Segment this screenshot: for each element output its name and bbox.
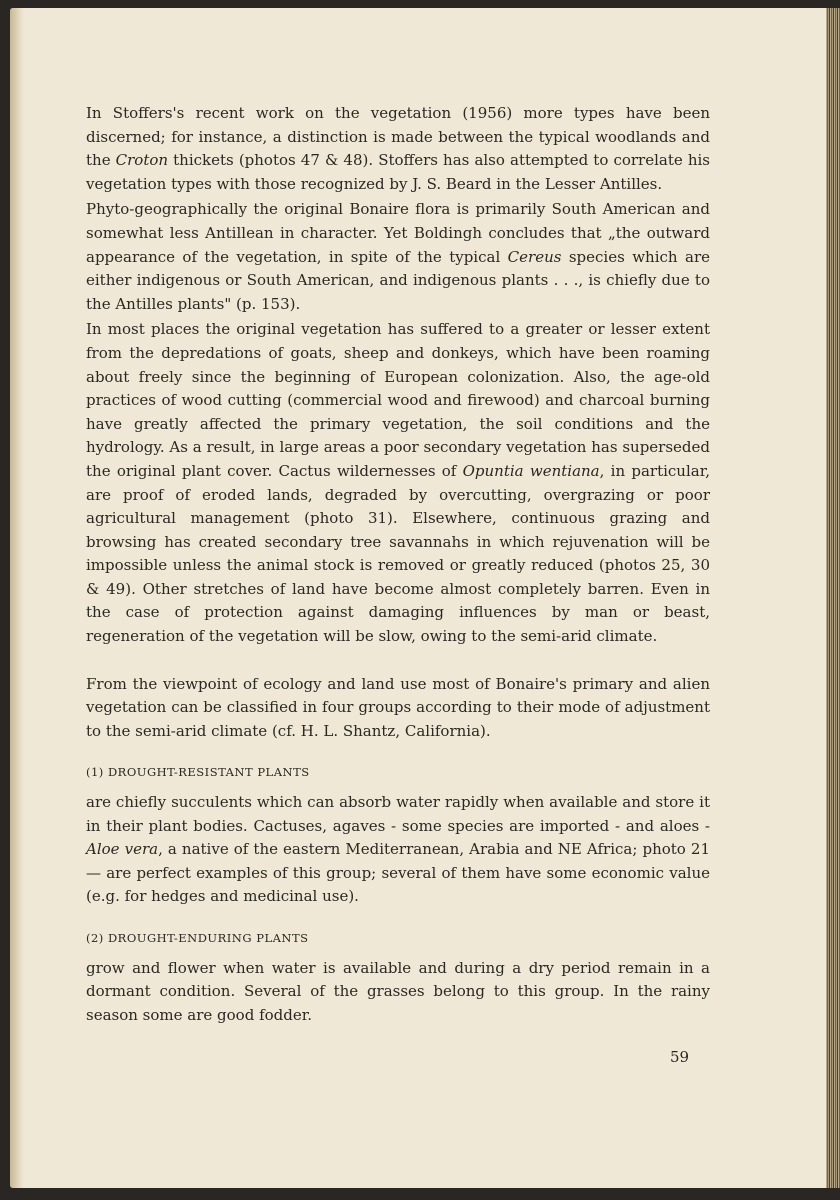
italic-taxon: Aloe vera	[86, 840, 159, 859]
italic-taxon: Croton	[115, 151, 169, 170]
body-text	[86, 102, 710, 1027]
paragraph-phytogeography	[86, 198, 710, 316]
text-run: Phyto-geographically the original Bonaire flora is primarily South American and somewhat less Antillean in character. Yet Boldingh concludes that „the outward appearance of the vegetation, in spite of the typical	[86, 200, 710, 266]
text-run: In Stoffers's recent work on the vegetation (1956) more types have been discerned; for instance, a distinction is made between the typical woodlands and the	[86, 104, 710, 170]
page-number: 59	[670, 1048, 690, 1066]
paragraph-degradation	[86, 318, 710, 648]
text-run: In most places the original vegetation has suffered to a greater or lesser extent from the depredations of goats, sheep and donkeys, which have been roaming about freely since the beginning of European colonization. Also, the age-old practices of wood cutting (commercial wood and firewood) and charcoal burning have greatly affected the primary vegetation, the soil conditions and the hydrology. As a result, in large areas a poor secondary vegetation has superseded the original plant cover. Cactus wildernesses of	[86, 320, 710, 480]
page-stack-edge	[826, 8, 840, 1188]
paragraph-drought-resistant	[86, 791, 710, 909]
text-run: species which are either indigenous or South American, and indigenous plants . . ., is chiefly due to the Antilles plants" (p. 153).	[86, 247, 710, 313]
book-spine-shadow	[10, 8, 24, 1188]
italic-taxon: Opuntia wentiana	[462, 461, 600, 480]
book-page	[10, 8, 826, 1188]
text-run: thickets (photos 47 & 48). Stoffers has also attempted to correlate his vegetation types with those recognized by J. S. Beard in the Lesser Antilles.	[86, 151, 710, 193]
paragraph-drought-enduring: grow and flower when water is available and during a dry period remain in a dormant condition. Several of the grasses belong to this group. In the rainy season some are good fodder.	[86, 958, 710, 1024]
text-run: , a native of the eastern Mediterranean, Arabia and NE Africa; photo 21 — are perfect examples of this group; several of them have some economic value (e.g. for hedges and medicinal use).	[86, 840, 710, 906]
section-heading-drought-enduring: (2) DROUGHT-ENDURING PLANTS	[86, 931, 309, 945]
paragraph-classification: From the viewpoint of ecology and land use most of Bonaire's primary and alien vegetation can be classified in four groups according to their mode of adjustment to the semi-arid climate (cf. H. L. Shantz, California).	[86, 674, 710, 740]
section-heading-drought-resistant: (1) DROUGHT-RESISTANT PLANTS	[86, 765, 310, 780]
paragraph-stoffers	[86, 102, 710, 196]
italic-taxon: Cereus	[507, 247, 562, 266]
text-run: are chiefly succulents which can absorb water rapidly when available and store it in their plant bodies. Cactuses, agaves - some species are imported - and aloes -	[86, 793, 710, 835]
text-run: , in particular, are proof of eroded lands, degraded by overcutting, overgrazing or poor agricultural management (photo 31). Elsewhere, continuous grazing and browsing has created secondary tree savannahs in which rejuvenation will be impossible unless the animal stock is removed or greatly reduced (photos 25, 30 & 49). Other stretches of land have become almost completely barren. Even in the case of protection against damaging influences by man or beast, regeneration of the vegetation will be slow, owing to the semi-arid climate.	[86, 461, 710, 646]
